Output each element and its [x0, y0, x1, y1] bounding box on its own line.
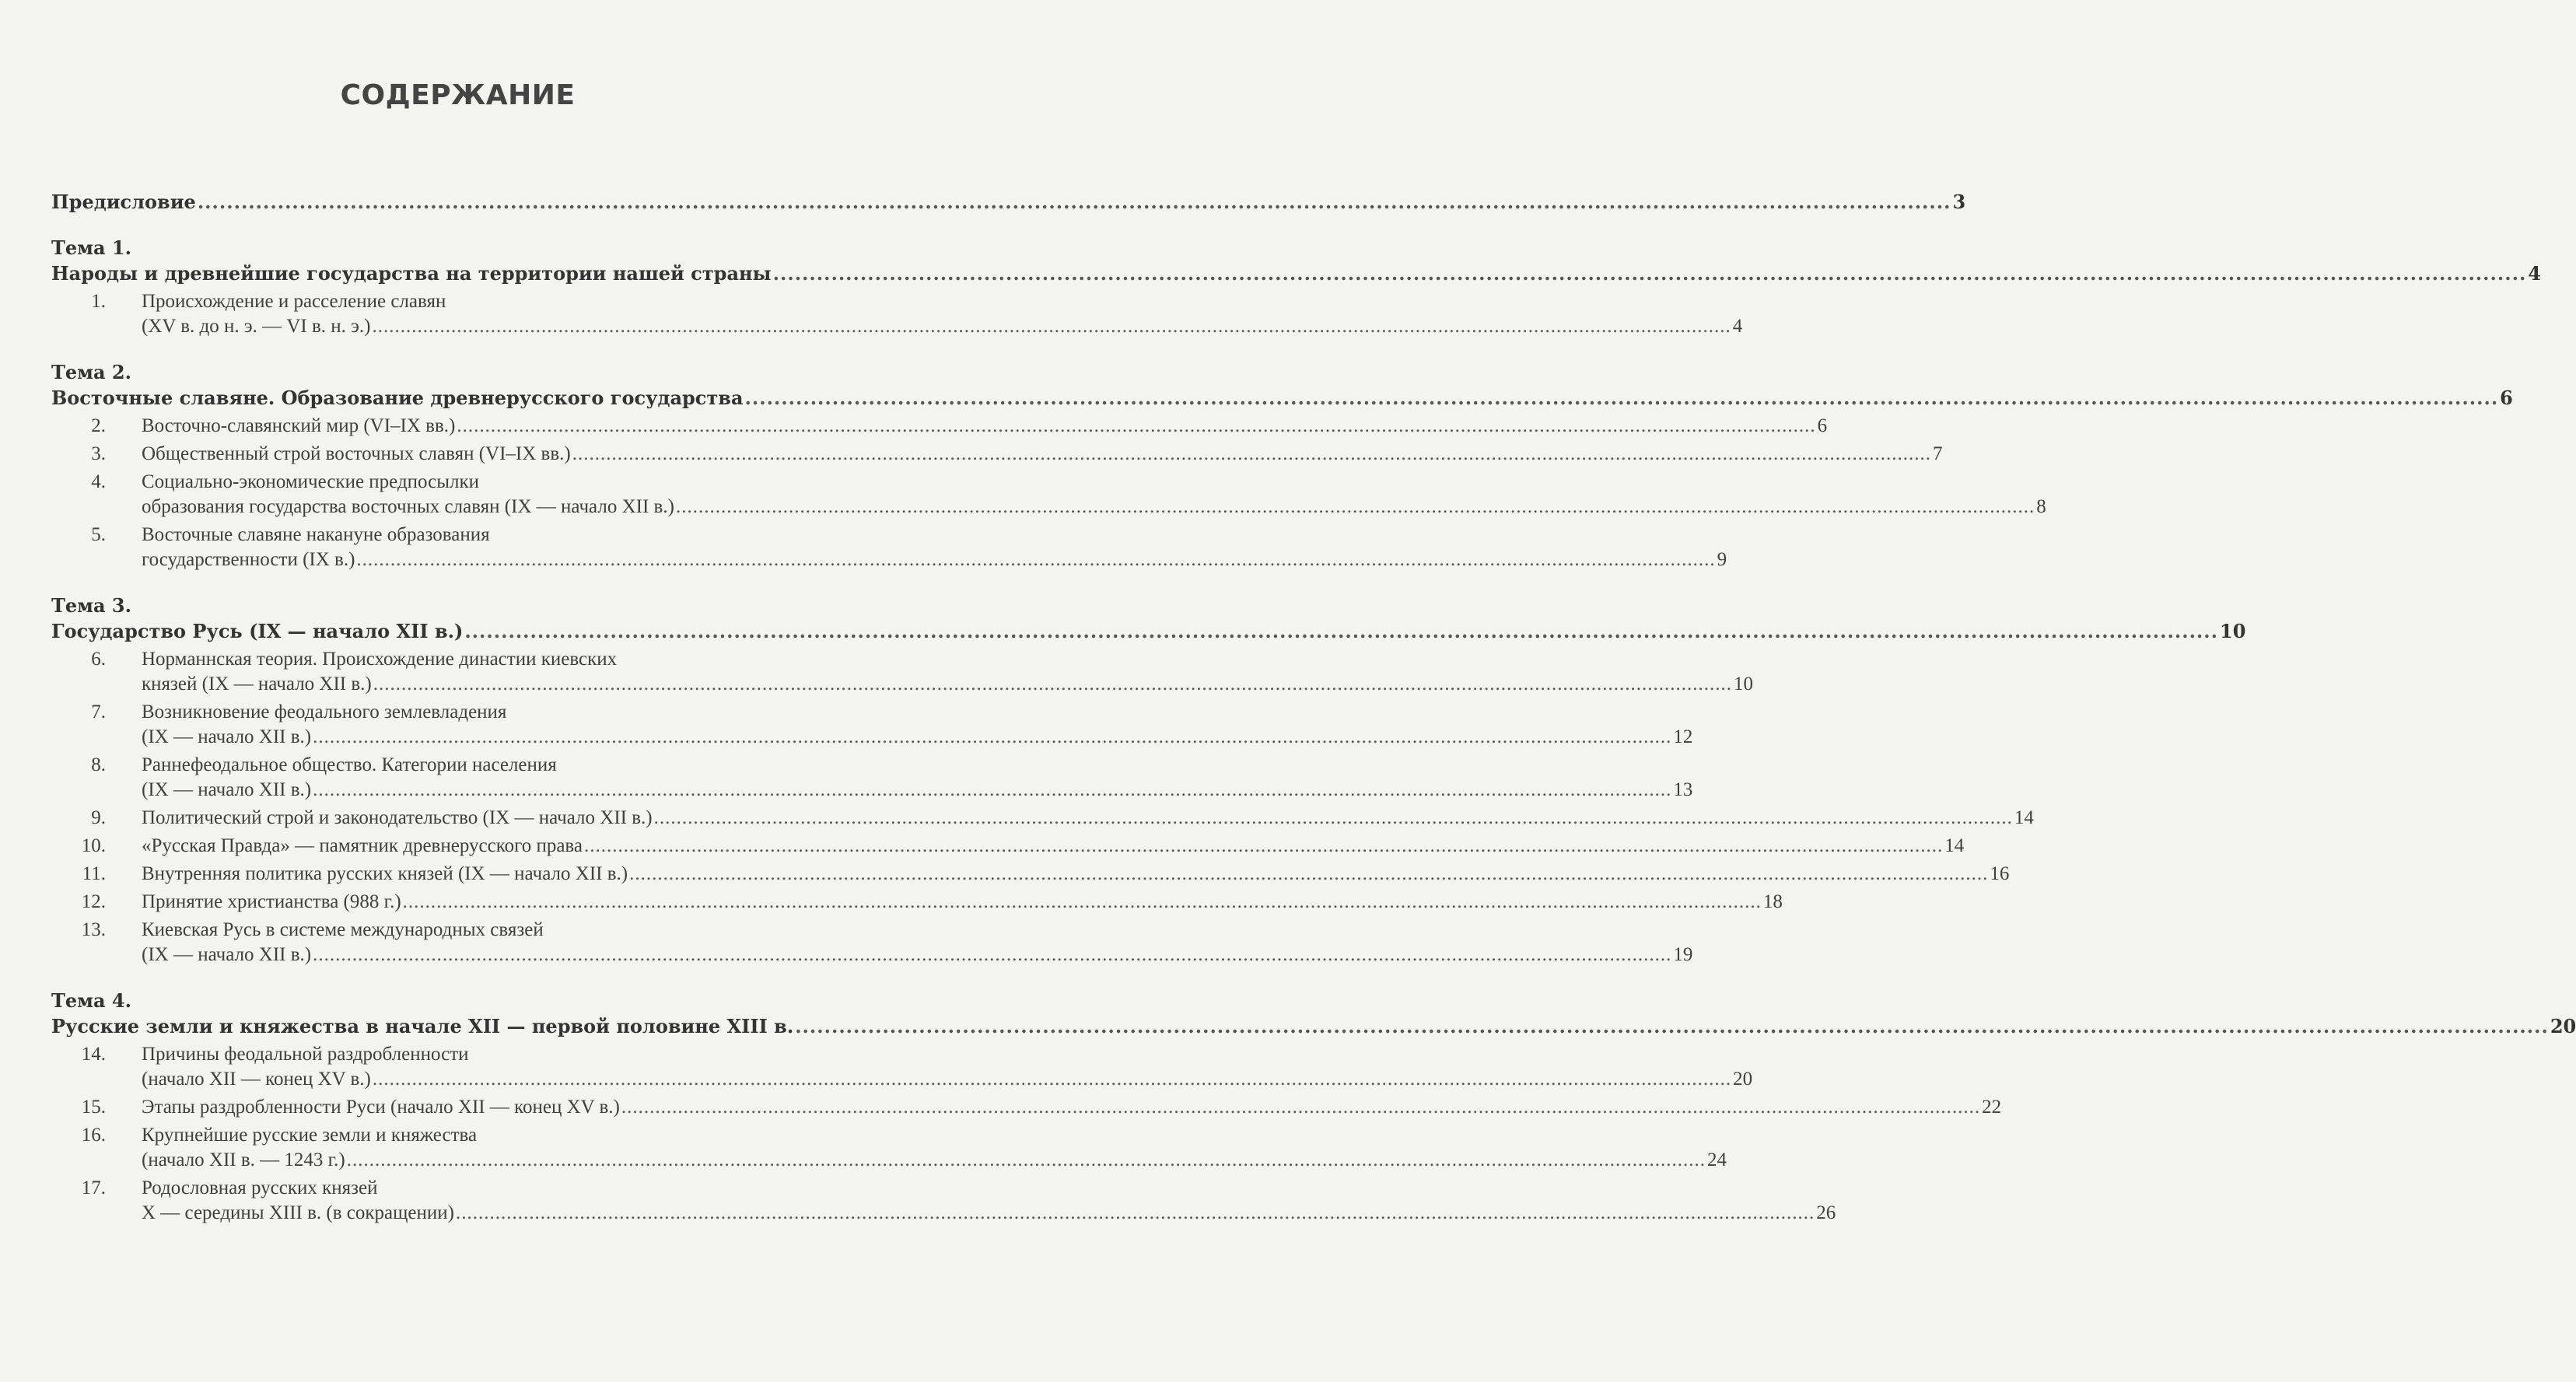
entry-line[interactable] — [142, 1095, 2001, 1120]
entry-line-text: (IX — начало XII в.) — [142, 944, 312, 965]
entry-body — [106, 862, 2009, 887]
entry-number: 17. — [81, 1177, 106, 1198]
dot-leader — [373, 672, 1732, 697]
entry-number: 9. — [91, 807, 106, 828]
entry-line-text: князей (IX — начало XII в.) — [142, 674, 372, 694]
entry-body — [106, 647, 1753, 697]
toc-entry[interactable] — [51, 442, 1943, 467]
topic-label: Тема 2. — [51, 361, 131, 383]
entry-line[interactable] — [142, 778, 1692, 803]
entry-line: Раннефеодальное общество. Категории населения — [142, 754, 557, 775]
entry-line[interactable] — [142, 548, 1727, 572]
table-of-contents — [51, 190, 2576, 1226]
entry-line-text: X — середины XIII в. (в сокращении) — [142, 1202, 454, 1223]
entry-number: 7. — [91, 701, 106, 722]
dot-leader — [584, 834, 1943, 859]
page-number: 8 — [2036, 496, 2046, 517]
dot-leader — [457, 414, 1815, 439]
page-number: 13 — [1673, 779, 1693, 800]
entry-line[interactable] — [142, 834, 1964, 859]
entry-body — [106, 834, 1964, 859]
page-number: 22 — [1982, 1097, 2002, 1118]
dot-leader — [773, 261, 2527, 286]
entry-number: 8. — [91, 754, 106, 775]
page-title: СОДЕРЖАНИЕ — [340, 79, 576, 111]
page-number: 14 — [1944, 835, 1965, 856]
topic-heading[interactable] — [51, 1014, 2576, 1039]
entry-body — [106, 1095, 2001, 1120]
topic-heading[interactable] — [51, 386, 2513, 411]
entry-body — [106, 289, 1742, 339]
toc-entry[interactable] — [51, 647, 1754, 697]
entry-body — [106, 753, 1692, 803]
dot-leader — [403, 890, 1762, 915]
entry-number: 12. — [81, 891, 106, 912]
entry-line: Происхождение и расселение славян — [142, 291, 446, 312]
toc-entry[interactable] — [51, 1095, 2002, 1120]
toc-entry[interactable] — [51, 289, 1743, 339]
spacer — [51, 339, 852, 359]
entry-body — [106, 1176, 1836, 1226]
entry-line[interactable] — [142, 672, 1753, 697]
entry-line[interactable] — [142, 414, 1827, 439]
entry-body — [106, 700, 1692, 750]
topic-heading-text: Народы и древнейшие государства на территории нашей страны — [51, 262, 772, 285]
entry-line: Родословная русских князей — [142, 1177, 378, 1198]
spacer — [51, 215, 852, 235]
entry-line[interactable] — [142, 862, 2009, 887]
page-number: 6 — [2500, 387, 2513, 409]
page-number: 3 — [1952, 191, 1966, 213]
page-number: 7 — [1933, 443, 1943, 464]
entry-line[interactable] — [142, 1201, 1836, 1226]
entry-line[interactable] — [142, 314, 1742, 339]
entry-line-text: (XV в. до н. э. — VI в. н. э.) — [142, 316, 371, 337]
page-number: 10 — [2220, 620, 2246, 642]
entry-line: Причины феодальной раздробленности — [142, 1044, 469, 1065]
dot-leader — [654, 806, 2013, 831]
entry-number: 4. — [91, 471, 106, 492]
toc-entry[interactable] — [51, 806, 2034, 831]
toc-entry[interactable] — [51, 1123, 1727, 1173]
page-number: 18 — [1762, 891, 1783, 912]
toc-entry[interactable] — [51, 753, 1693, 803]
entry-line: Возникновение феодального землевладения — [142, 701, 507, 722]
entry-line[interactable] — [142, 943, 1692, 967]
topic-label: Тема 3. — [51, 594, 131, 617]
toc-entry[interactable] — [51, 523, 1727, 572]
spacer — [51, 967, 852, 988]
entry-line-text: (начало XII — конец XV в.) — [142, 1069, 371, 1090]
dot-leader — [313, 943, 1671, 967]
topic-heading[interactable] — [51, 619, 2246, 644]
dot-leader — [313, 725, 1671, 750]
toc-preface-text: Предисловие — [51, 191, 196, 213]
dot-leader — [198, 190, 1951, 215]
entry-body — [106, 1042, 1752, 1092]
dot-leader — [456, 1201, 1815, 1226]
topic-heading-text: Восточные славяне. Образование древнерусского государства — [51, 387, 744, 409]
entry-body — [106, 890, 1783, 915]
entry-line-text: Принятие христианства (988 г.) — [142, 891, 401, 912]
entry-line: Восточные славяне накануне образования — [142, 524, 490, 545]
entry-line[interactable] — [142, 890, 1783, 915]
entry-number: 15. — [81, 1097, 106, 1118]
dot-leader — [464, 619, 2218, 644]
page-number: 20 — [1733, 1069, 1753, 1090]
page-number: 14 — [2014, 807, 2034, 828]
page-number: 4 — [2528, 262, 2541, 285]
entry-line: Киевская Русь в системе международных связей — [142, 919, 544, 940]
toc-entry[interactable] — [51, 1176, 1836, 1226]
entry-body — [106, 414, 1827, 439]
topic-label: Тема 1. — [51, 236, 131, 259]
entry-line-text: образования государства восточных славян (IX — начало XII в.) — [142, 496, 674, 517]
entry-line-text: (IX — начало XII в.) — [142, 726, 312, 747]
entry-line-text: Общественный строй восточных славян (VI–IX вв.) — [142, 443, 571, 464]
page-number: 9 — [1717, 549, 1727, 570]
entry-body — [106, 806, 2034, 831]
entry-number: 11. — [82, 863, 106, 884]
topic-heading-text: Государство Русь (IX — начало XII в.) — [51, 620, 464, 642]
entry-number: 16. — [81, 1125, 106, 1146]
dot-leader — [629, 862, 1988, 887]
entry-line-text: Внутренняя политика русских князей (IX — начало XII в.) — [142, 863, 628, 884]
entry-line-text: Этапы раздробленности Руси (начало XII — конец XV в.) — [142, 1097, 620, 1118]
entry-body — [106, 470, 2046, 520]
page-number: 24 — [1706, 1149, 1727, 1170]
entry-number: 1. — [91, 291, 106, 312]
topic-heading-text: Русские земли и княжества в начале XII — первой половине XIII в. — [51, 1015, 794, 1037]
toc-entry[interactable] — [51, 414, 1828, 439]
page-number: 4 — [1732, 316, 1743, 337]
dot-leader — [621, 1095, 1980, 1120]
page-number: 19 — [1673, 944, 1693, 965]
entry-line: Норманнская теория. Происхождение династии киевских — [142, 649, 618, 670]
dot-leader — [795, 1014, 2549, 1039]
toc-entry[interactable] — [51, 834, 1965, 859]
dot-leader — [313, 778, 1671, 803]
entry-line-text: (начало XII в. — 1243 г.) — [142, 1149, 345, 1170]
dot-leader — [347, 1148, 1706, 1173]
entry-number: 13. — [81, 919, 106, 940]
entry-line[interactable] — [142, 1148, 1727, 1173]
toc-entry[interactable] — [51, 700, 1693, 750]
entry-line-text: Политический строй и законодательство (IX — начало XII в.) — [142, 807, 653, 828]
dot-leader — [676, 495, 2035, 520]
entry-line-text: Восточно-славянский мир (VI–IX вв.) — [142, 415, 456, 436]
entry-number: 3. — [91, 443, 106, 464]
dot-leader — [356, 548, 1715, 572]
topic-label: Тема 4. — [51, 989, 131, 1012]
entry-line: Крупнейшие русские земли и княжества — [142, 1125, 478, 1146]
entry-line: Социально-экономические предпосылки — [142, 471, 480, 492]
entry-number: 10. — [81, 835, 106, 856]
entry-line[interactable] — [142, 725, 1692, 750]
page-number: 12 — [1673, 726, 1693, 747]
dot-leader — [745, 386, 2499, 411]
entry-number: 6. — [91, 649, 106, 670]
toc-entry[interactable] — [51, 862, 2010, 887]
entry-number: 2. — [91, 415, 106, 436]
entry-line[interactable] — [142, 442, 1943, 467]
entry-number: 5. — [91, 524, 106, 545]
dot-leader — [373, 1067, 1731, 1092]
entry-body — [106, 442, 1943, 467]
page-number: 10 — [1734, 674, 1754, 694]
entry-body — [106, 1123, 1727, 1173]
toc-preface[interactable] — [51, 190, 1966, 215]
entry-line[interactable] — [142, 806, 2034, 831]
page-number: 6 — [1817, 415, 1828, 436]
spacer — [51, 572, 852, 593]
page-number: 20 — [2550, 1015, 2576, 1037]
entry-number: 14. — [81, 1044, 106, 1065]
topic-heading[interactable] — [51, 261, 2541, 286]
entry-line-text: «Русская Правда» — памятник древнерусского права — [142, 835, 583, 856]
entry-line[interactable] — [142, 495, 2046, 520]
page-number: 16 — [1990, 863, 2010, 884]
dot-leader — [372, 314, 1731, 339]
page-number: 26 — [1816, 1202, 1836, 1223]
entry-body — [106, 523, 1727, 572]
toc-entry[interactable] — [51, 1042, 1753, 1092]
entry-line-text: (IX — начало XII в.) — [142, 779, 312, 800]
toc-entry[interactable] — [51, 918, 1693, 967]
entry-line[interactable] — [142, 1067, 1752, 1092]
toc-entry[interactable] — [51, 470, 2046, 520]
dot-leader — [572, 442, 1931, 467]
entry-line-text: государственности (IX в.) — [142, 549, 355, 570]
entry-body — [106, 918, 1692, 967]
toc-entry[interactable] — [51, 890, 1783, 915]
